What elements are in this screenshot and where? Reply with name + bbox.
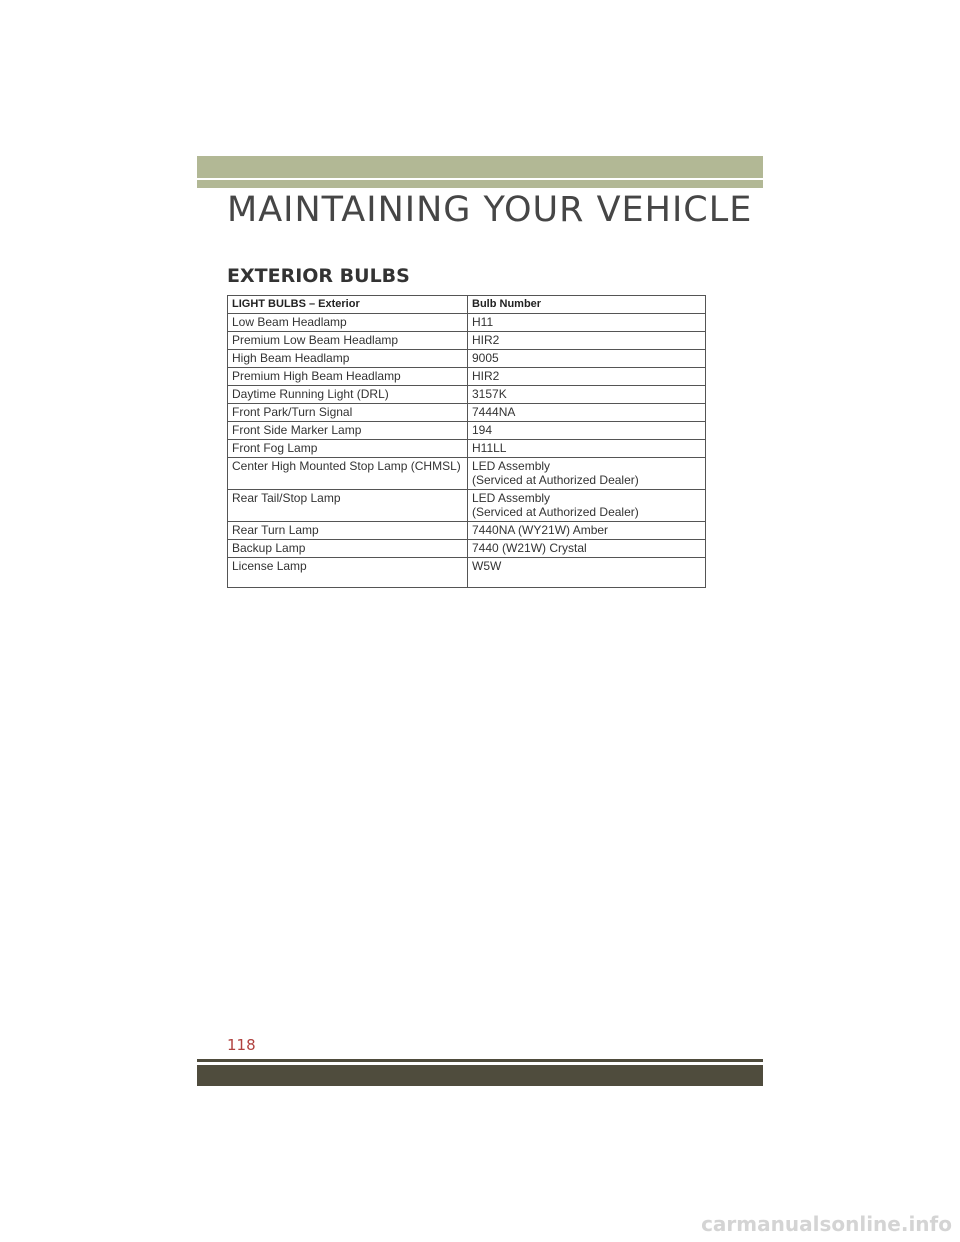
bulb-number-cell (468, 558, 706, 588)
section-title: EXTERIOR BULBS (227, 265, 410, 287)
bulb-number-cell (468, 404, 706, 422)
lamp-name-cell: Premium Low Beam Headlamp (228, 332, 468, 350)
bulb-number-text: H11 (472, 315, 494, 329)
bulb-number-text: W5W (472, 559, 502, 573)
table-row (228, 332, 706, 350)
bulb-number-text: 9005 (472, 351, 499, 365)
bulb-number-cell (468, 314, 706, 332)
page-number: 118 (227, 1036, 256, 1054)
table-row (228, 558, 706, 588)
bulb-number-cell (468, 386, 706, 404)
lamp-name-cell: High Beam Headlamp (228, 350, 468, 368)
table-row (228, 440, 706, 458)
table-header-row (228, 296, 706, 314)
table-row (228, 314, 706, 332)
table-row (228, 404, 706, 422)
table-row (228, 350, 706, 368)
lamp-name-cell: Front Side Marker Lamp (228, 422, 468, 440)
column-header-bulb-number: Bulb Number (468, 296, 706, 314)
bulb-service-note: (Serviced at Authorized Dealer) (472, 473, 639, 487)
lamp-name-cell: Front Park/Turn Signal (228, 404, 468, 422)
table-row (228, 368, 706, 386)
lamp-name-cell: Rear Turn Lamp (228, 522, 468, 540)
bulb-number-cell (468, 332, 706, 350)
bulb-number-cell (468, 522, 706, 540)
bulb-number-cell (468, 440, 706, 458)
lamp-name-cell: Backup Lamp (228, 540, 468, 558)
bulb-number-cell (468, 458, 706, 490)
bulb-number-cell (468, 350, 706, 368)
lamp-name-cell: License Lamp (228, 558, 468, 588)
bulb-number-text: H11LL (472, 441, 507, 455)
column-header-light-bulbs: LIGHT BULBS – Exterior (228, 296, 468, 314)
bulb-number-text: 7444NA (472, 405, 516, 419)
bulb-number-cell (468, 368, 706, 386)
lamp-name-cell: Front Fog Lamp (228, 440, 468, 458)
bulb-number-cell (468, 540, 706, 558)
bulb-number-cell (468, 422, 706, 440)
header-band (197, 156, 763, 178)
footer-band-stripe (197, 1059, 763, 1062)
lamp-name-cell: Daytime Running Light (DRL) (228, 386, 468, 404)
table-row (228, 422, 706, 440)
header-band-stripe (197, 180, 763, 188)
bulb-number-text: 7440NA (WY21W) Amber (472, 523, 609, 537)
bulb-number-text: 3157K (472, 387, 507, 401)
table-row (228, 458, 706, 490)
bulb-service-note: (Serviced at Authorized Dealer) (472, 505, 639, 519)
exterior-bulbs-table (227, 295, 706, 588)
bulb-number-text: 7440 (W21W) Crystal (472, 541, 587, 555)
table-row (228, 522, 706, 540)
bulb-number-text: HIR2 (472, 333, 500, 347)
lamp-name-cell: Premium High Beam Headlamp (228, 368, 468, 386)
table-row (228, 386, 706, 404)
footer-band (197, 1065, 763, 1086)
bulb-number-text: 194 (472, 423, 493, 437)
lamp-name-cell: Rear Tail/Stop Lamp (228, 490, 468, 522)
table-row (228, 490, 706, 522)
watermark-text: carmanualsonline.info (701, 1212, 952, 1236)
lamp-name-cell: Low Beam Headlamp (228, 314, 468, 332)
bulb-number-text: HIR2 (472, 369, 500, 383)
chapter-title: MAINTAINING YOUR VEHICLE (227, 190, 753, 230)
bulb-number-cell (468, 490, 706, 522)
table-row (228, 540, 706, 558)
bulb-number-text: LED Assembly (472, 459, 551, 473)
bulb-number-text: LED Assembly (472, 491, 551, 505)
lamp-name-cell: Center High Mounted Stop Lamp (CHMSL) (228, 458, 468, 490)
